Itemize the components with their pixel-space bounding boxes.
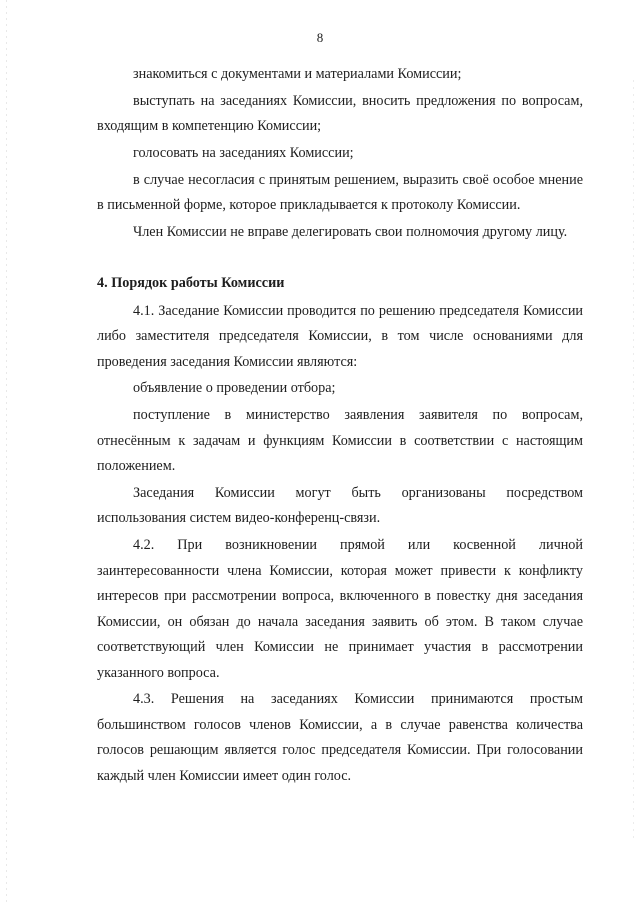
paragraph: выступать на заседаниях Комиссии, вносить предложения по вопросам, входящим в компетенцию Комиссии; bbox=[97, 92, 583, 135]
scan-edge-right bbox=[633, 80, 634, 840]
section-heading: 4. Порядок работы Комиссии bbox=[97, 275, 285, 292]
paragraph: 4.3. Решения на заседаниях Комиссии принимаются простым большинством голосов членов Комиссии, а в случае равенства количества голосов решающим является голос председателя Комиссии. При голосовании каждый член Комиссии имеет один голос. bbox=[97, 691, 583, 784]
paragraph: голосовать на заседаниях Комиссии; bbox=[133, 144, 354, 161]
paragraph: 4.2. При возникновении прямой или косвенной личной заинтересованности члена Комиссии, которая может привести к конфликту интересов при рассмотрении вопроса, включенного в повестку дня заседания Комиссии, он обязан до начала заседания заявить об этом. В таком случае соответствующий член Комиссии не принимает участия в рассмотрении указанного вопроса. bbox=[97, 537, 583, 681]
paragraph: 4.1. Заседание Комиссии проводится по решению председателя Комиссии либо заместителя председателя Комиссии, в том числе основаниями для проведения заседания Комиссии являются: bbox=[97, 302, 583, 370]
paragraph: Член Комиссии не вправе делегировать свои полномочия другому лицу. bbox=[133, 223, 568, 240]
document-body bbox=[97, 62, 583, 790]
paragraph: знакомиться с документами и материалами Комиссии; bbox=[133, 66, 462, 82]
paragraph: в случае несогласия с принятым решением, выразить своё особое мнение в письменной форме, которое прикладывается к протоколу Комиссии. bbox=[97, 171, 583, 214]
page-number: 8 bbox=[316, 30, 324, 45]
paragraph: Заседания Комиссии могут быть организованы посредством использования систем видео-конференц-связи. bbox=[97, 484, 583, 527]
paragraph: поступление в министерство заявления заявителя по вопросам, отнесённым к задачам и функциям Комиссии в соответствии с настоящим положением. bbox=[97, 407, 583, 475]
scan-edge-left bbox=[6, 0, 7, 905]
paragraph: объявление о проведении отбора; bbox=[133, 380, 336, 397]
